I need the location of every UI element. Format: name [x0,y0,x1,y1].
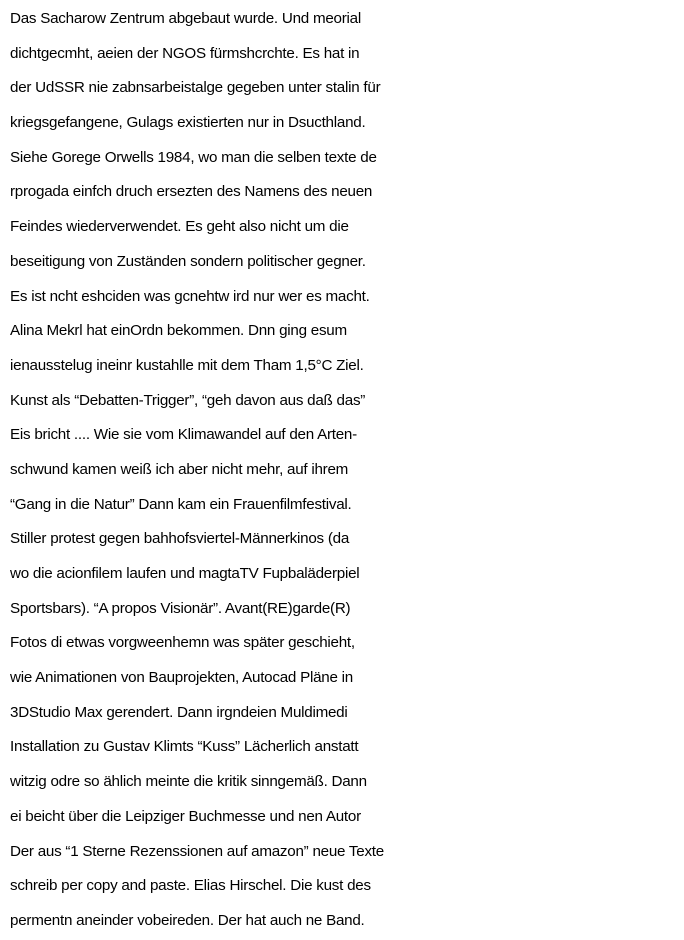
text-line: ienausstelug ineinr kustahlle mit dem Tham 1,5°C Ziel. [10,356,364,374]
text-line: Eis bricht .... Wie sie vom Klimawandel auf den Arten- [10,426,357,444]
text-line: Der aus “1 Sterne Rezenssionen auf amazon” neue Texte [10,842,384,860]
text-line: der UdSSR nie zabnsarbeistalge gegeben unter stalin für [10,79,381,97]
text-line: schwund kamen weiß ich aber nicht mehr, auf ihrem [10,460,349,478]
text-line: rprogada einfch druch ersezten des Namens des neuen [10,183,373,201]
text-line: witzig odre so ählich meinte die kritik sinngemäß. Dann [10,773,367,791]
text-line: Installation zu Gustav Klimts “Kuss” Lächerlich anstatt [10,738,359,756]
text-line: wo die acionfilem laufen und magtaTV Fupbaläderpiel [10,565,360,582]
text-line: 3DStudio Max gerendert. Dann irgndeien Muldimedi [10,703,348,721]
text-line: dichtgecmht, aeien der NGOS fürmshcrchte. Es hat in [10,44,360,62]
text-line: Kunst als “Debatten-Trigger”, “geh davon aus daß das” [10,391,366,409]
text-line: Fotos di etwas vorgweenhemn was später geschieht, [10,634,355,652]
text-line: ei beicht über die Leipziger Buchmesse und nen Autor [10,807,361,825]
text-line: Siehe Gorege Orwells 1984, wo man die selben texte de [10,148,377,166]
text-line: Sportsbars). “A propos Visionär”. Avant(RE)garde(R) [10,599,351,617]
text-line: Alina Mekrl hat einOrdn bekommen. Dnn ging esum [10,322,347,340]
text-line: beseitigung von Zuständen sondern politischer gegner. [10,252,366,270]
text-line: Das Sacharow Zentrum abgebaut wurde. Und meorial [10,10,361,27]
text-line: Stiller protest gegen bahhofsviertel-Männerkinos (da [10,530,350,548]
text-line: Feindes wiederverwendet. Es geht also nicht um die [10,218,349,236]
text-line: schreib per copy and paste. Elias Hirschel. Die kust des [10,877,371,895]
text-line: wie Animationen von Bauprojekten, Autocad Pläne in [10,669,353,687]
text-line: kriegsgefangene, Gulags existierten nur in Dsucthland. [10,114,366,132]
text-line: Es ist ncht eshciden was gcnehtw ird nur wer es macht. [10,287,370,305]
text-line: permentn aneinder vobeireden. Der hat auch ne Band. [10,911,365,929]
text-line: “Gang in die Natur” Dann kam ein Frauenfilmfestival. [10,495,352,513]
body-text [10,2,682,939]
